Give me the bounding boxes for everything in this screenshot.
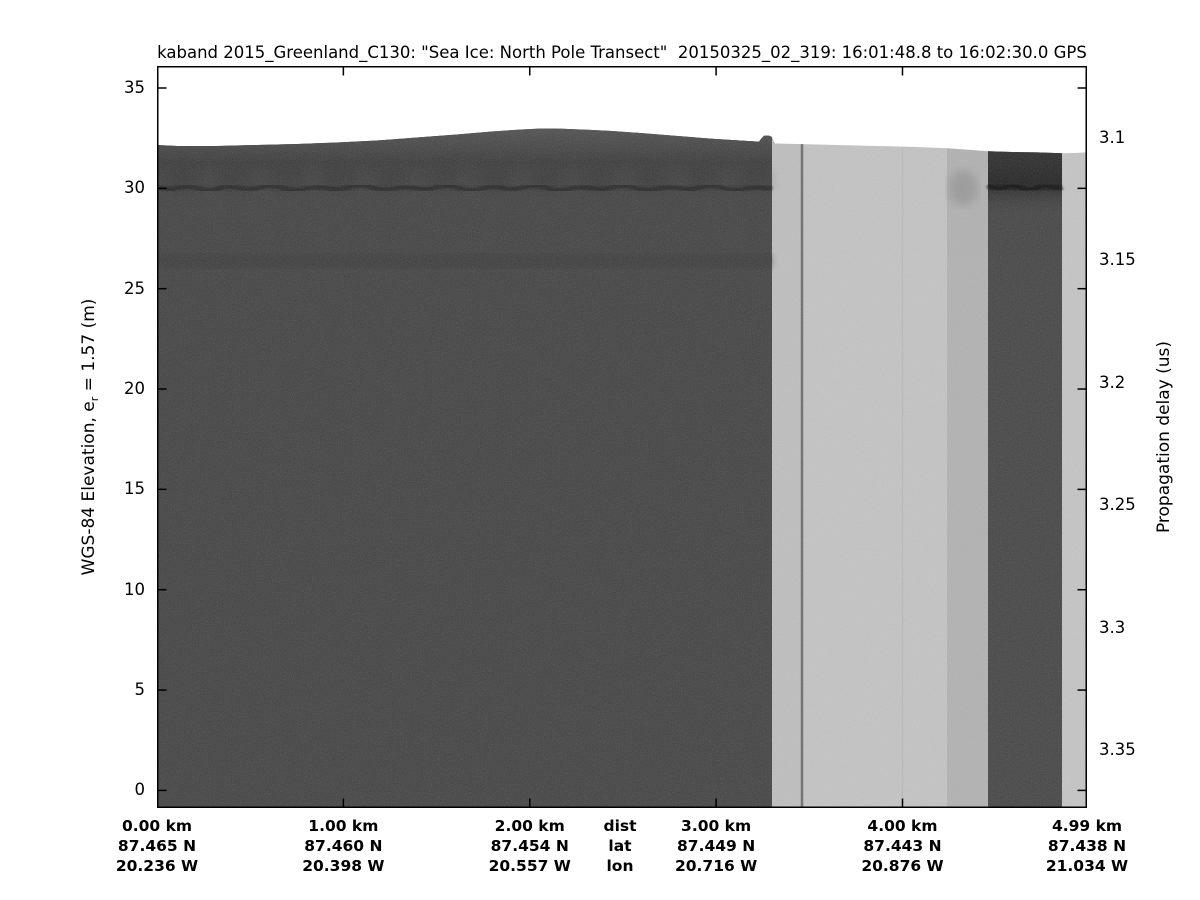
plot-title: kaband 2015_Greenland_C130: "Sea Ice: North Pole Transect" 20150325_02_319: 16:01:48.8 to 16:02:30.0 GPS	[157, 43, 1087, 62]
lon-value: 20.557 W	[488, 857, 571, 875]
lat-value: lat	[608, 837, 632, 855]
left-axis-label-text: WGS-84 Elevation, e	[78, 401, 99, 576]
lat-value: 87.449 N	[677, 837, 756, 855]
lat-value: 87.465 N	[117, 837, 197, 855]
right-tick-label: 3.2	[1099, 372, 1126, 392]
left-axis-label-units: = 1.57 (m)	[78, 298, 99, 397]
left-tick-label: 25	[124, 278, 145, 298]
plot-area	[157, 66, 1087, 808]
lon-value: 20.398 W	[302, 857, 385, 875]
left-axis-label-subscript: r	[88, 396, 102, 402]
left-tick-label: 5	[134, 680, 145, 700]
lon-value: 20.876 W	[861, 857, 944, 875]
lat-value: 87.438 N	[1047, 837, 1127, 855]
lon-value: 20.716 W	[674, 857, 758, 875]
left-tick-label: 20	[124, 379, 145, 399]
lat-value: 87.460 N	[304, 837, 383, 855]
left-axis-label	[79, 299, 101, 576]
bottom-tick-label	[675, 816, 757, 876]
bottom-tick-label	[861, 816, 943, 876]
right-tick-label: 3.35	[1099, 740, 1136, 759]
lon-value: 20.236 W	[115, 857, 199, 875]
left-tick-label: 0	[134, 780, 145, 800]
echogram-image	[157, 66, 1087, 808]
bottom-tick-label	[489, 816, 571, 876]
dist-value: 1.00 km	[308, 817, 379, 835]
right-axis-label: Propagation delay (us)	[1154, 340, 1174, 534]
bottom-tick-label	[1046, 816, 1128, 876]
left-tick-label: 30	[124, 178, 145, 198]
speckle-noise	[157, 66, 1087, 808]
bottom-tick-label	[116, 816, 198, 876]
dist-value: 4.00 km	[867, 817, 938, 835]
bottom-axis-row-names	[603, 816, 636, 876]
right-tick-label: 3.25	[1099, 495, 1136, 515]
dist-value: 2.00 km	[494, 817, 565, 835]
dist-value: 3.00 km	[681, 817, 752, 835]
right-tick-label: 3.1	[1099, 128, 1126, 147]
dist-value: 4.99 km	[1051, 817, 1123, 835]
lon-value: lon	[606, 857, 634, 875]
right-tick-label: 3.15	[1099, 250, 1136, 270]
right-tick-label: 3.3	[1099, 617, 1126, 637]
left-tick-label: 10	[124, 579, 145, 599]
lat-value: 87.443 N	[863, 837, 942, 855]
left-tick-label: 15	[124, 479, 145, 499]
dist-value: 0.00 km	[121, 817, 193, 835]
bottom-tick-label	[302, 816, 384, 876]
dist-value: dist	[603, 817, 637, 835]
lon-value: 21.034 W	[1045, 857, 1129, 875]
lat-value: 87.454 N	[490, 837, 569, 855]
left-tick-label: 35	[124, 78, 145, 97]
